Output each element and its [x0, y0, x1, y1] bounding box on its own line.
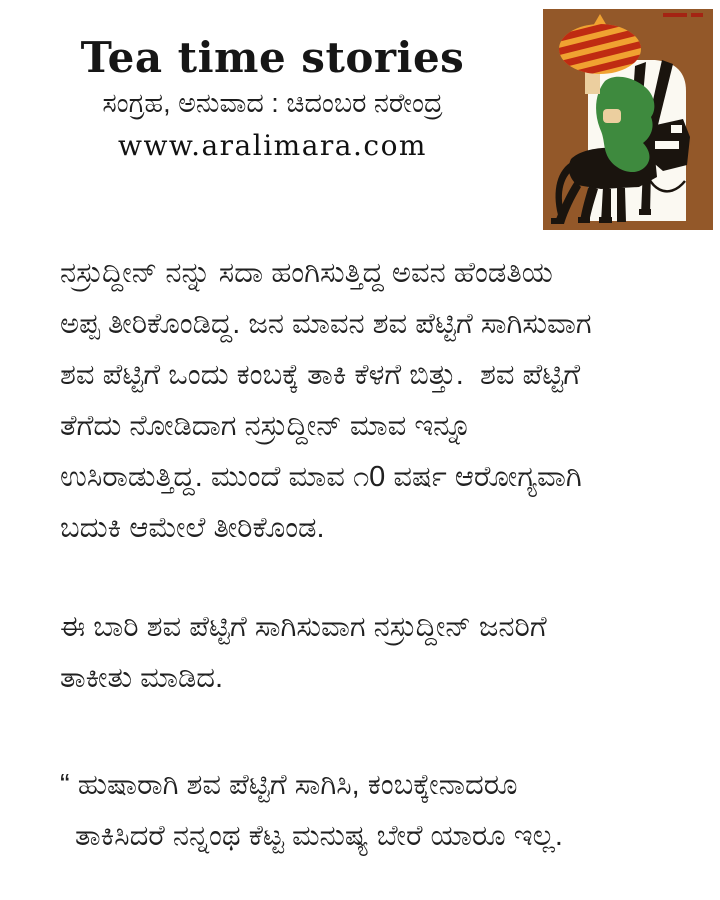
website-text: www.aralimara.com [118, 129, 427, 163]
story-paragraph-3 [60, 760, 688, 862]
page-title: Tea time stories [80, 33, 465, 82]
story-line: ತೆಗೆದು ನೋಡಿದಾಗ ನಸ್ರುದ್ದೀನ್ ಮಾವ ಇನ್ನೂ [60, 410, 472, 442]
nasruddin-donkey-art [543, 9, 713, 230]
story-line: ಈ ಬಾರಿ ಶವ ಪೆಟ್ಟಿಗೆ ಸಾಗಿಸುವಾಗ ನಸ್ರುದ್ದೀನ್ ಜನರಿಗೆ [60, 611, 547, 643]
story-paragraph-1 [60, 248, 688, 554]
story-line: ಬದುಕಿ ಆಮೇಲೆ ತೀರಿಕೊಂಡ. [60, 512, 325, 544]
story-paragraph-2 [60, 602, 688, 704]
story-line: ಉಸಿರಾಡುತ್ತಿದ್ದ. ಮುಂದೆ ಮಾವ ೧0 ವರ್ಷ ಆರೋಗ್ಯವಾಗಿ [60, 461, 582, 493]
story-line: ಅಪ್ಪ ತೀರಿಕೊಂಡಿದ್ದ. ಜನ ಮಾವನ ಶವ ಪೆಟ್ಟಿಗೆ ಸಾಗಿಸುವಾಗ [60, 308, 592, 340]
story-line: ತಾಕಿಸಿದರೆ ನನ್ನಂಥ ಕೆಟ್ಟ ಮನುಷ್ಯ ಬೇರೆ ಯಾರೂ ಇಲ್ಲ. [75, 820, 563, 852]
cover-title-marks [663, 13, 703, 17]
page-subtitle: ಸಂಗ್ರಹ, ಅನುವಾದ : ಚಿದಂಬರ ನರೇಂದ್ರ [102, 88, 443, 119]
story-line: ಶವ ಪೆಟ್ಟಿಗೆ ಒಂದು ಕಂಬಕ್ಕೆ ತಾಕಿ ಕೆಳಗೆ ಬಿತ್ತು. ಶವ ಪೆಟ್ಟಿಗೆ [60, 359, 581, 391]
story-body [60, 248, 688, 862]
rider-hands [603, 109, 621, 123]
cover-illustration [543, 9, 713, 230]
story-line: ತಾಕೀತು ಮಾಡಿದ. [60, 662, 224, 694]
story-line: “ ಹುಷಾರಾಗಿ ಶವ ಪೆಟ್ಟಿಗೆ ಸಾಗಿಸಿ, ಕಂಬಕ್ಕೇನಾದರೂ [60, 769, 518, 801]
page-header [0, 34, 545, 162]
story-line: ನಸ್ರುದ್ದೀನ್ ನನ್ನು ಸದಾ ಹಂಗಿಸುತ್ತಿದ್ದ ಅವನ ಹೆಂಡತಿಯ [60, 257, 553, 289]
